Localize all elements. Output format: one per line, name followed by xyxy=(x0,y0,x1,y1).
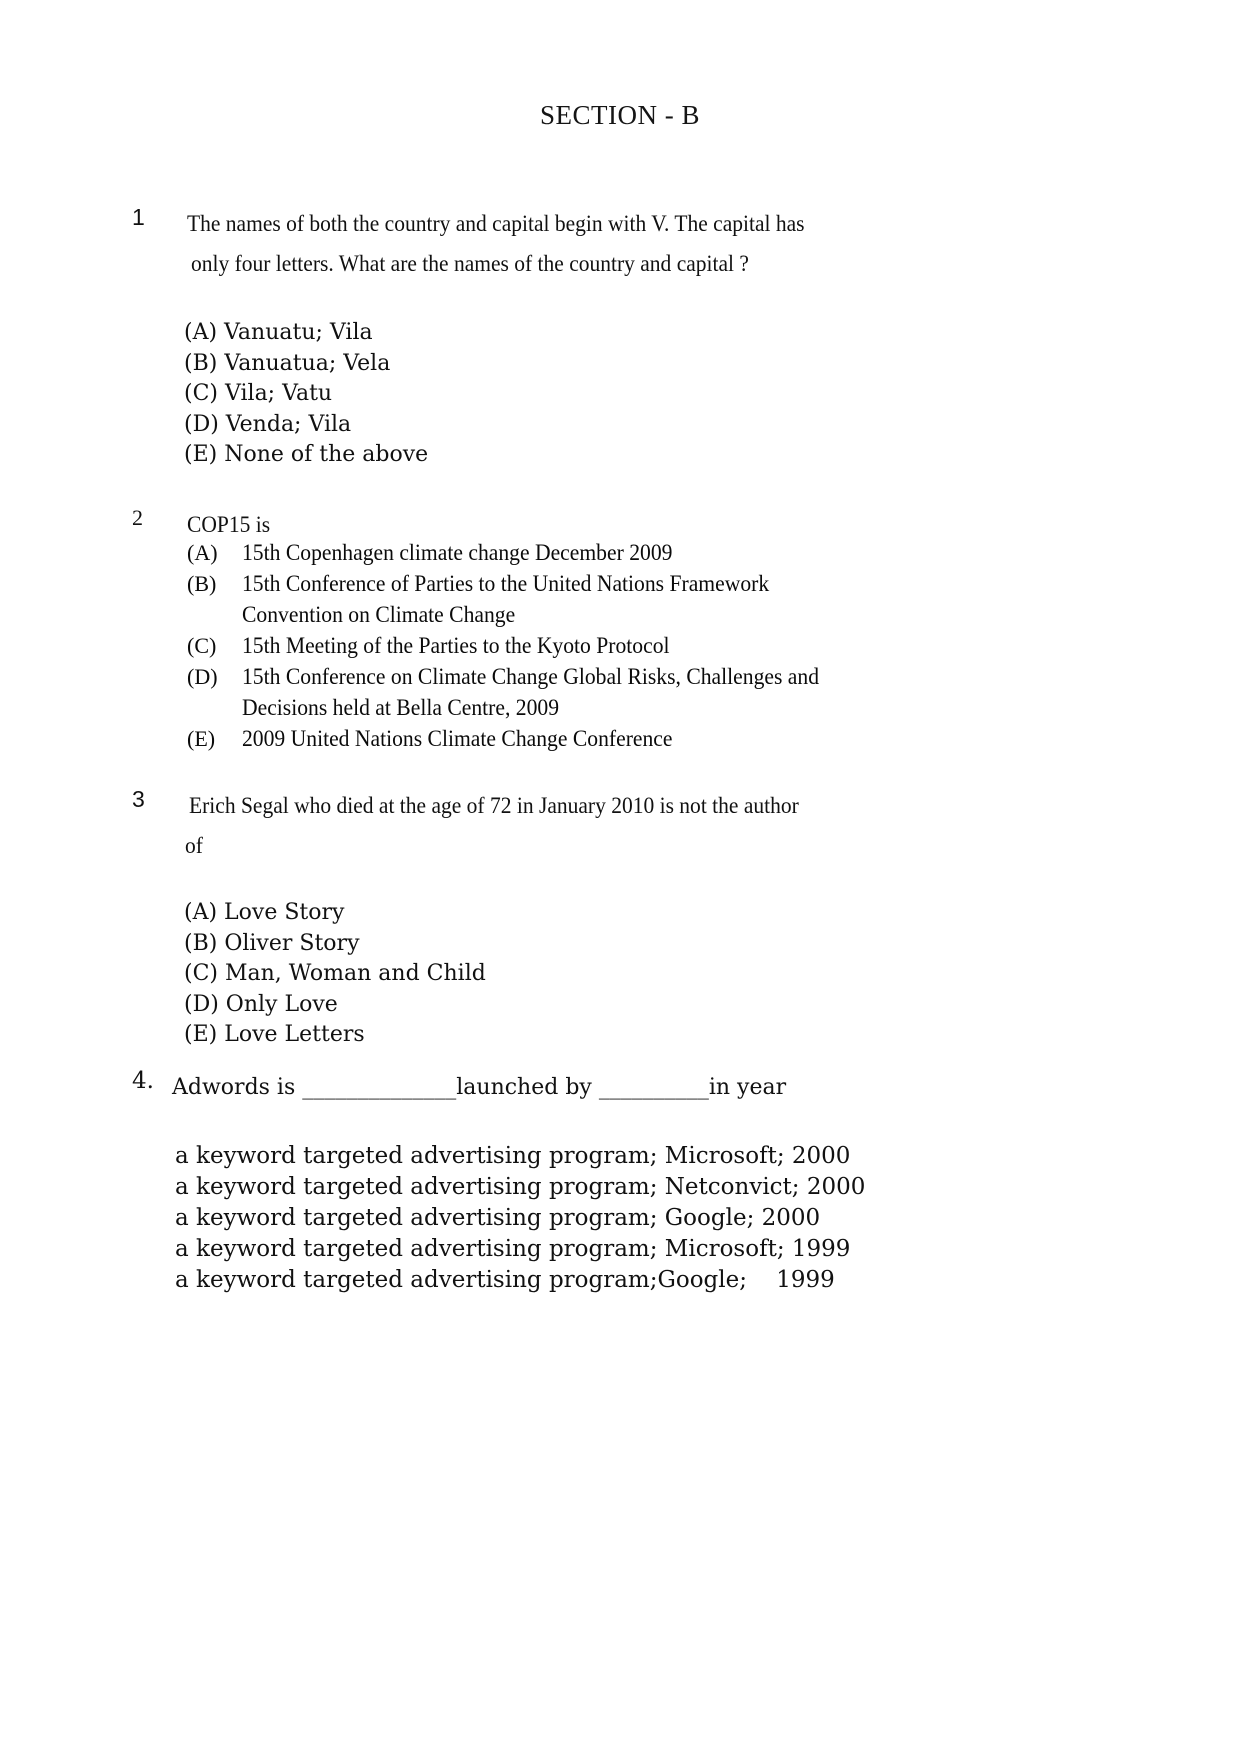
option-continuation-text: Convention on Climate Change xyxy=(242,602,516,627)
option-item[interactable]: a keyword targeted advertising program; Netconvict; 2000 xyxy=(175,1174,866,1200)
option-text: 15th Conference on Climate Change Global Risks, Challenges and xyxy=(242,664,820,689)
option-item[interactable]: (A) Love Story xyxy=(184,900,345,925)
question-1-stem-line-2: only four letters. What are the names of the country and capital ? xyxy=(191,251,749,276)
option-label: (B) xyxy=(187,571,217,596)
question-1-stem-line-1: The names of both the country and capital begin with V. The capital has xyxy=(187,211,805,236)
option-item[interactable] xyxy=(187,664,1087,695)
option-label: (E) xyxy=(187,726,216,751)
question-3-number: 3 xyxy=(132,786,145,812)
option-item[interactable]: (D) Venda; Vila xyxy=(184,411,352,437)
question-2-stem-line-1: COP15 is xyxy=(187,512,271,537)
question-1-number: 1 xyxy=(132,204,145,230)
question-4-options xyxy=(175,1141,935,1296)
question-4-number: 4. xyxy=(132,1068,154,1094)
option-item[interactable]: a keyword targeted advertising program;Google; 1999 xyxy=(175,1267,835,1293)
section-title: SECTION - B xyxy=(540,100,700,130)
option-item[interactable]: a keyword targeted advertising program; Microsoft; 1999 xyxy=(175,1236,851,1262)
option-item[interactable]: (D) Only Love xyxy=(184,991,338,1017)
option-continuation-text: Decisions held at Bella Centre, 2009 xyxy=(242,695,560,720)
option-text: 2009 United Nations Climate Change Conference xyxy=(242,726,673,751)
option-item[interactable]: a keyword targeted advertising program; Microsoft; 2000 xyxy=(175,1143,851,1169)
option-text: 15th Copenhagen climate change December 2009 xyxy=(242,540,673,565)
option-item[interactable]: (E) Love Letters xyxy=(184,1022,365,1047)
question-3-stem-line-2: of xyxy=(185,833,203,858)
option-item[interactable]: (C) Vila; Vatu xyxy=(184,381,333,406)
option-item[interactable]: a keyword targeted advertising program; Google; 2000 xyxy=(175,1205,821,1231)
question-2-number: 2 xyxy=(132,505,143,530)
option-item[interactable] xyxy=(187,726,1087,757)
option-item[interactable]: (C) Man, Woman and Child xyxy=(184,961,486,986)
option-label: (A) xyxy=(187,540,218,565)
question-3-options xyxy=(184,898,884,1051)
option-label: (C) xyxy=(187,633,217,658)
option-continuation xyxy=(187,695,1087,726)
question-4-stem-line-1: Adwords is ______________launched by __________in year xyxy=(172,1075,787,1100)
question-3-stem-line-1: Erich Segal who died at the age of 72 in January 2010 is not the author xyxy=(189,793,799,818)
option-label: (D) xyxy=(187,664,218,689)
option-item[interactable] xyxy=(187,540,1087,571)
option-text: 15th Meeting of the Parties to the Kyoto Protocol xyxy=(242,633,670,658)
option-item[interactable]: (B) Vanuatua; Vela xyxy=(184,350,391,376)
option-item[interactable]: (B) Oliver Story xyxy=(184,930,360,956)
question-2-options xyxy=(187,540,1087,757)
option-item[interactable]: (E) None of the above xyxy=(184,442,429,467)
question-1-options xyxy=(184,318,884,471)
option-item[interactable] xyxy=(187,633,1087,664)
option-item[interactable]: (A) Vanuatu; Vila xyxy=(184,320,373,345)
option-text: 15th Conference of Parties to the United Nations Framework xyxy=(242,571,770,596)
option-item[interactable] xyxy=(187,571,1087,602)
option-continuation xyxy=(187,602,1087,633)
